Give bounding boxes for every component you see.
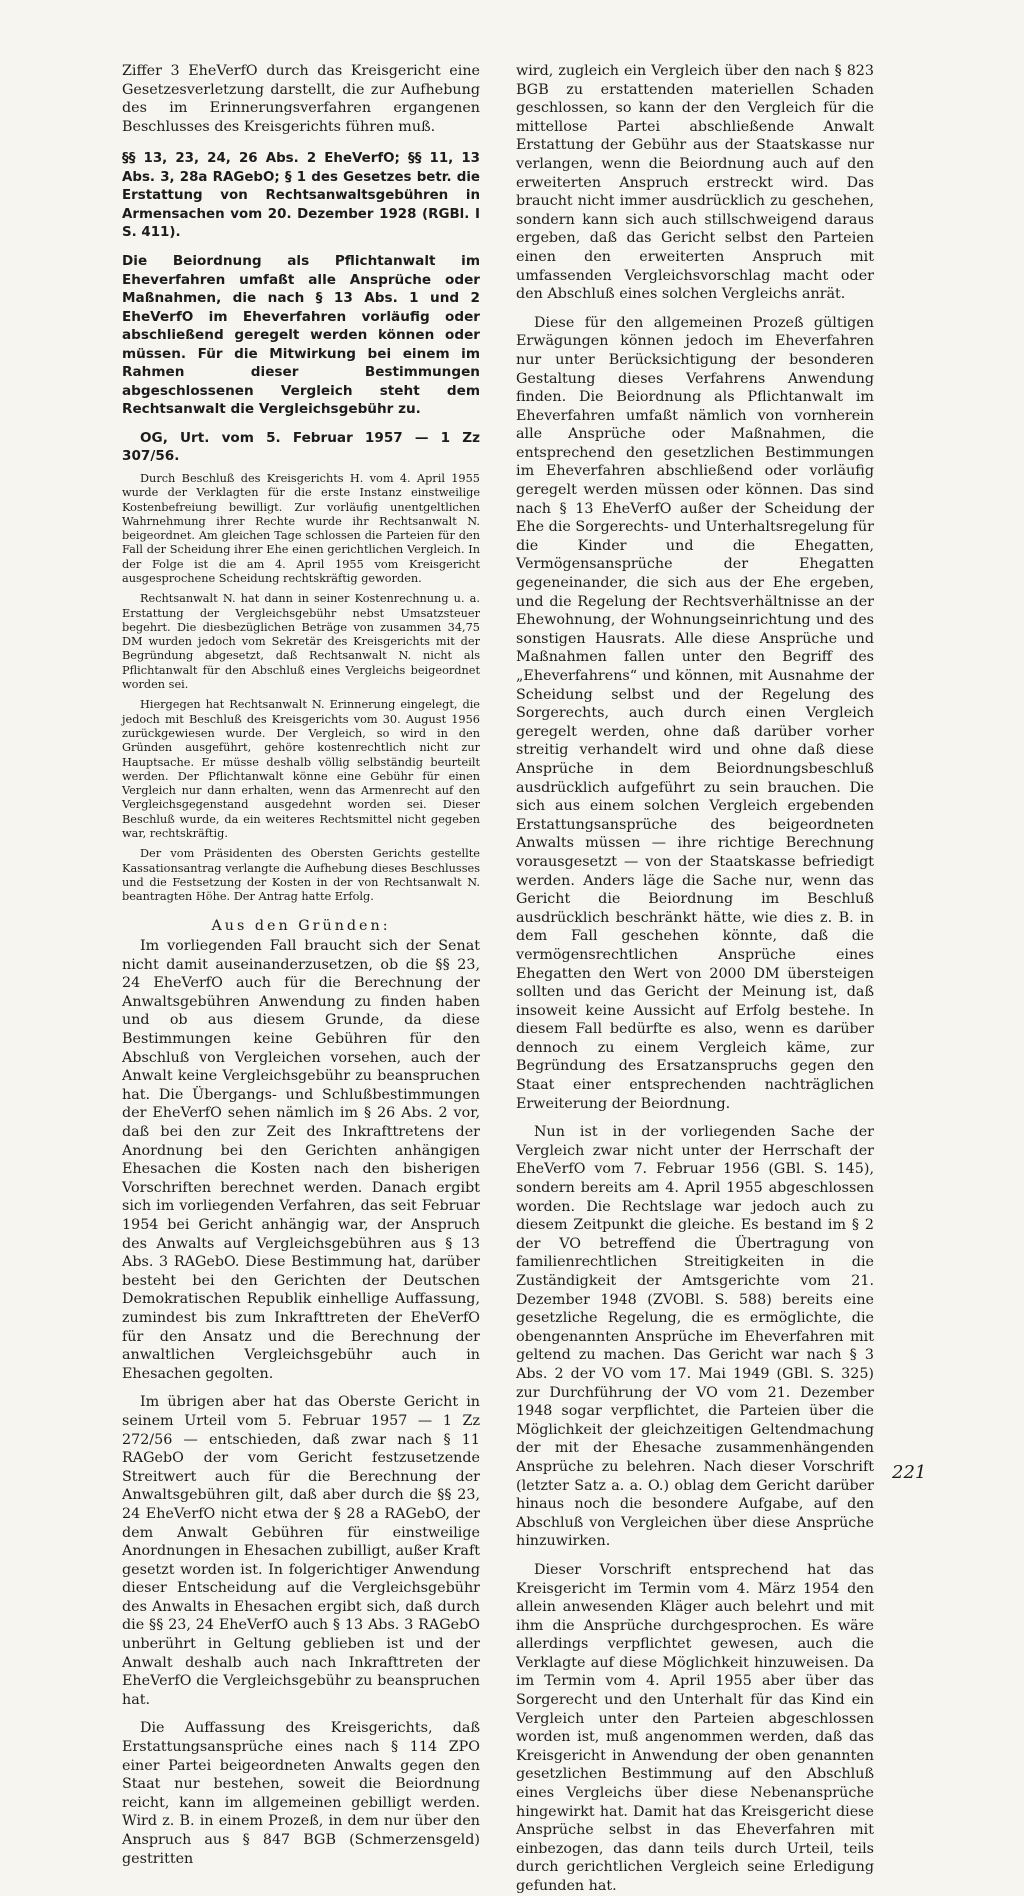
body-paragraph: Im übrigen aber hat das Oberste Gericht in seinem Urteil vom 5. Februar 1957 — 1 Zz 272/56 — entschieden, daß zwar nach § 11 RAGebO der vom Gericht festzusetzende Streitwert auch für die Berechnung der Anwaltsgebühren gilt, daß aber durch die §§ 23, 24 EheVerfO nicht etwa der § 28 a RAGebO, der dem Anwalt Gebühren für einstweilige Anordnungen in Ehesachen zubilligt, außer Kraft gesetzt worden ist. In folgerichtiger Anwendung dieser Entscheidung auf die Vergleichsgebühr des Anwalts in Ehesachen ergibt sich, daß durch die §§ 23, 24 EheVerfO auch § 13 Abs. 3 RAGebO unberührt in Geltung geblieben ist und der Anwalt deshalb auch nach Inkrafttreten der EheVerfO die Vergleichsgebühr zu beanspruchen hat. [122,1394,480,1708]
facts-paragraph: Der vom Präsidenten des Obersten Gerichts gestellte Kassationsantrag verlangte die Aufhebung dieses Beschlusses und die Festsetzung der Kosten in der von Rechtsanwalt N. beantragten Höhe. Der Antrag hatte Erfolg. [122,847,480,904]
facts-paragraph: Durch Beschluß des Kreisgerichts H. vom 4. April 1955 wurde der Verklagten für die erste Instanz einstweilige Kostenbefreiung bewilligt. Zur vorläufig unentgeltlichen Wahrnehmung ihrer Rechte wurde ihr Rechtsanwalt N. beigeordnet. Am gleichen Tage schlossen die Parteien für den Fall der Scheidung ihrer Ehe einen gerichtlichen Vergleich. In der Folge ist die am 4. April 1955 vom Kreisgericht ausgesprochene Scheidung rechtskräftig geworden. [122,471,480,585]
page-number: 221 [892,1462,927,1483]
section-title: Aus den Gründen: [211,917,391,934]
right-column [516,62,874,1896]
body-paragraph: Dieser Vorschrift entsprechend hat das Kreisgericht im Termin vom 4. März 1954 den allein anwesenden Kläger auch belehrt und mit ihm die Ansprüche durchgesprochen. Es wäre allerdings verpflichtet gewesen, auch die Verklagte auf diese Möglichkeit hinzuweisen. Da im Termin vom 4. April 1955 aber über das Sorgerecht und den Unterhalt für das Kind ein Vergleich unter den Parteien abgeschlossen worden ist, muß angenommen werden, daß das Kreisgericht in Anwendung der oben genannten gesetzlichen Bestimmung auf den Abschluß eines Vergleichs über diese Nebenansprüche hingewirkt hat. Damit hat das Kreisgericht diese Ansprüche selbst in das Eheverfahren mit einbezogen, das dann teils durch Urteil, teils durch gerichtlichen Vergleich seine Erledigung gefunden hat. [516,1561,874,1894]
body-paragraph: Die Auffassung des Kreisgerichts, daß Erstattungsansprüche eines nach § 114 ZPO einer Partei beigeordneten Anwalts gegen den Staat nur bestehen, soweit die Beiordnung reicht, kann im allgemeinen gebilligt werden. Wird z. B. in einem Prozeß, in dem nur über den Anspruch aus § 847 BGB (Schmerzensgeld) gestritten [122,1720,480,1867]
facts-paragraph: Rechtsanwalt N. hat dann in seiner Kostenrechnung u. a. Erstattung der Vergleichsgebühr nebst Umsatzsteuer begehrt. Die diesbezüglichen Beträge von zusammen 34,75 DM wurden jedoch vom Sekretär des Kreisgerichts mit der Begründung abgesetzt, daß Rechtsanwalt N. nicht als Pflichtanwalt für den Abschluß eines Vergleichs beigeordnet worden sei. [122,592,480,692]
facts-paragraph: Hiergegen hat Rechtsanwalt N. Erinnerung eingelegt, die jedoch mit Beschluß des Kreisgerichts vom 30. August 1956 zurückgewiesen wurde. Der Vergleich, so wird in den Gründen ausgeführt, gehöre kostenrechtlich nicht zur Hauptsache. Er müsse deshalb völlig selbständig beurteilt werden. Der Pflichtanwalt könne eine Gebühr für einen Vergleich nur dann erhalten, wenn das Armenrecht auf den Vergleichsgegenstand ausgedehnt worden sei. Dieser Beschluß wurde, da ein weiteres Rechtsmittel nicht gegeben war, rechtskräftig. [122,698,480,841]
left-column [122,62,480,1868]
court-reference: OG, Urt. vom 5. Februar 1957 — 1 Zz 307/56. [122,429,480,465]
body-paragraph: Diese für den allgemeinen Prozeß gültigen Erwägungen können jedoch im Eheverfahren nur unter Berücksichtigung der besonderen Gestaltung dieses Verfahrens Anwendung finden. Die Beiordnung als Pflichtanwalt im Eheverfahren umfaßt nämlich von vornherein alle Ansprüche oder Maßnahmen, die entsprechend den gesetzlichen Bestimmungen im Eheverfahren abschließend oder vorläufig geregelt werden müssen oder können. Das sind nach § 13 EheVerfO außer der Scheidung der Ehe die Sorgerechts- und Unterhaltsregelung für die Kinder und die Ehegatten, Vermögensansprüche der Ehegatten gegeneinander, die sich aus der Ehe ergeben, und die Regelung der Rechtsverhältnisse an der Ehewohnung, der Wohnungseinrichtung und des sonstigen Hausrats. Alle diese Ansprüche und Maßnahmen fallen unter den Begriff des „Eheverfahrens“ und können, mit Ausnahme der Scheidung selbst und der Regelung des Sorgerechts, auch durch einen Vergleich geregelt werden, ohne daß darüber vorher streitig verhandelt wird und ohne daß diese Ansprüche in dem Beiordnungsbeschluß ausdrücklich aufgeführt zu sein brauchen. Die sich aus einem solchen Vergleich ergebenden Erstattungsansprüche des beigeordneten Anwalts müssen — ihre richtige Berechnung vorausgesetzt — von der Staatskasse befriedigt werden. Anders läge die Sache nur, wenn das Gericht die Beiordnung im Beschluß ausdrücklich beschränkt hätte, wie dies z. B. in dem Fall geschehen könnte, daß die vermögensrechtlichen Ansprüche eines Ehegatten den Wert von 2000 DM übersteigen sollten und das Gericht der Meinung ist, daß insoweit keine Aussicht auf Erfolg bestehe. In diesem Fall bedürfte es also, wenn es darüber dennoch zu einem Vergleich käme, zur Begründung des Ersatzanspruchs gegen den Staat einer entsprechenden nachträglichen Erweiterung der Beiordnung. [516,314,874,1112]
legal-norms: §§ 13, 23, 24, 26 Abs. 2 EheVerfO; §§ 11, 13 Abs. 3, 28a RAGebO; § 1 des Gesetzes betr. die Erstattung von Rechtsanwaltsgebühren in Armensachen vom 20. Dezember 1928 (RGBl. I S. 411). [122,151,480,240]
body-paragraph: Nun ist in der vorliegenden Sache der Vergleich zwar nicht unter der Herrschaft der EheVerfO vom 7. Februar 1956 (GBl. S. 145), sondern bereits am 4. April 1955 abgeschlossen worden. Die Rechtslage war jedoch auch zu diesem Zeitpunkt die gleiche. Es bestand im § 2 der VO betreffend die Übertragung von familienrechtlichen Streitigkeiten in die Zuständigkeit der Amtsgerichte vom 21. Dezember 1948 (ZVOBl. S. 588) bereits eine gesetzliche Regelung, die es ermöglichte, die obengenannten Ansprüche im Eheverfahren mit geltend zu machen. Das Gericht war nach § 3 Abs. 2 der VO vom 17. Mai 1949 (GBl. S. 325) zur Durchführung der VO vom 21. Dezember 1948 sogar verpflichtet, die Parteien über die Möglichkeit der gleichzeitigen Geltendmachung der mit der Ehesache zusammenhängenden Ansprüche zu belehren. Nach dieser Vorschrift (letzter Satz a. a. O.) oblag dem Gericht darüber hinaus noch die besondere Aufgabe, auf den Abschluß von Vergleichen über diese Ansprüche hinzuwirken. [516,1124,874,1550]
body-paragraph: wird, zugleich ein Vergleich über den nach § 823 BGB zu erstattenden materiellen Schaden geschlossen, so kann der den Vergleich für die mittellose Partei abschließende Anwalt Erstattung der Gebühr aus der Staatskasse nur verlangen, wenn die Beiordnung auch auf den erweiterten Anspruch erstreckt wird. Das braucht nicht immer ausdrücklich zu geschehen, sondern kann sich auch stillschweigend daraus ergeben, daß das Gericht selbst den Parteien einen den erweiterten Anspruch mit umfassenden Vergleichsvorschlag macht oder den Abschluß eines solchen Vergleichs anrät. [516,63,874,303]
body-paragraph: Im vorliegenden Fall braucht sich der Senat nicht damit auseinanderzusetzen, ob die §§ 23, 24 EheVerfO auch für die Berechnung der Anwaltsgebühren Anwendung zu finden haben und ob aus diesem Grunde, da diese Bestimmungen keine Gebühren für den Abschluß von Vergleichen vorsehen, auch der Anwalt keine Vergleichsgebühr zu beanspruchen hat. Die Übergangs- und Schlußbestimmungen der EheVerfO sehen nämlich im § 26 Abs. 2 vor, daß bei den zur Zeit des Inkrafttretens der Anordnung bei den Gerichten anhängigen Ehesachen die Kosten nach den bisherigen Vorschriften berechnet werden. Danach ergibt sich im vorliegenden Verfahren, das seit Februar 1954 bei Gericht anhängig war, der Anspruch des Anwalts auf Vergleichsgebühren aus § 13 Abs. 3 RAGebO. Diese Bestimmung hat, darüber besteht bei den Gerichten der Deutschen Demokratischen Republik einhellige Auffassung, zumindest bis zum Inkrafttreten der EheVerfO für den Ansatz und die Berechnung der anwaltlichen Vergleichsgebühr auch in Ehesachen gegolten. [122,938,480,1382]
intro-paragraph: Ziffer 3 EheVerfO durch das Kreisgericht eine Gesetzesverletzung darstellt, die zur Aufhebung des im Erinnerungsverfahren ergangenen Beschlusses des Kreisgerichts führen muß. [122,63,480,135]
headnote: Die Beiordnung als Pflichtanwalt im Eheverfahren umfaßt alle Ansprüche oder Maßnahmen, die nach § 13 Abs. 1 und 2 EheVerfO im Eheverfahren vorläufig oder abschließend geregelt werden können oder müssen. Für die Mitwirkung bei einem im Rahmen dieser Bestimmungen abgeschlossenen Vergleich steht dem Rechtsanwalt die Vergleichsgebühr zu. [122,253,480,418]
